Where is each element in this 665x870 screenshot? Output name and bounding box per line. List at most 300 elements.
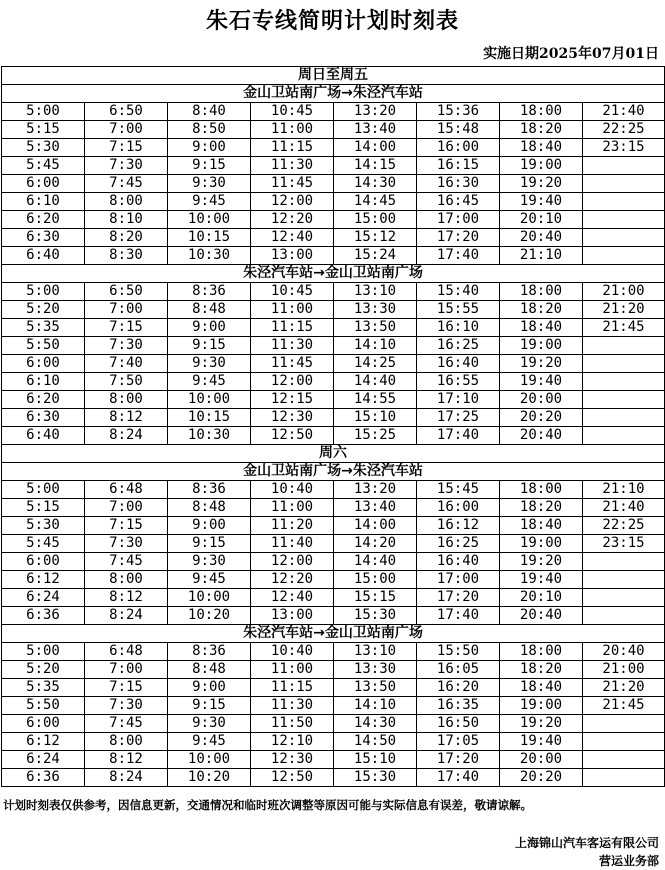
departure-time-cell: 15:00 (334, 211, 417, 229)
table-row (2, 571, 665, 589)
table-row (2, 283, 665, 301)
departure-time-cell: 6:30 (2, 409, 85, 427)
departure-time-cell: 9:30 (168, 175, 251, 193)
departure-time-cell: 16:35 (417, 697, 500, 715)
departure-time-cell: 9:00 (168, 517, 251, 535)
departure-time-cell: 8:30 (85, 247, 168, 265)
departure-time-cell: 17:20 (417, 229, 500, 247)
departure-time-cell: 5:50 (2, 697, 85, 715)
departure-time-cell (583, 247, 665, 265)
table-row (2, 553, 665, 571)
departure-time-cell: 11:30 (251, 157, 334, 175)
departure-time-cell: 8:12 (85, 751, 168, 769)
departure-time-cell: 14:30 (334, 715, 417, 733)
departure-time-cell: 21:45 (583, 697, 665, 715)
departure-time-cell: 8:20 (85, 229, 168, 247)
departure-time-cell: 14:20 (334, 535, 417, 553)
departure-time-cell: 6:48 (85, 481, 168, 499)
departure-time-cell: 11:30 (251, 697, 334, 715)
table-row (2, 517, 665, 535)
table-row (2, 211, 665, 229)
departure-time-cell: 6:40 (2, 427, 85, 445)
departure-time-cell: 16:40 (417, 553, 500, 571)
departure-time-cell: 12:00 (251, 553, 334, 571)
departure-time-cell: 21:00 (583, 661, 665, 679)
departure-time-cell: 21:20 (583, 679, 665, 697)
departure-time-cell: 7:45 (85, 175, 168, 193)
departure-time-cell: 20:10 (500, 589, 583, 607)
departure-time-cell: 12:10 (251, 733, 334, 751)
departure-time-cell: 9:15 (168, 697, 251, 715)
table-row (2, 121, 665, 139)
company-name: 上海锦山汽车客运有限公司 (514, 836, 659, 850)
table-row (2, 157, 665, 175)
departure-time-cell: 14:40 (334, 553, 417, 571)
departure-time-cell: 16:30 (417, 175, 500, 193)
table-row (2, 643, 665, 661)
departure-time-cell: 7:40 (85, 355, 168, 373)
departure-time-cell: 8:36 (168, 481, 251, 499)
departure-time-cell: 5:00 (2, 283, 85, 301)
departure-time-cell: 15:36 (417, 103, 500, 121)
departure-time-cell (583, 355, 665, 373)
departure-time-cell (583, 157, 665, 175)
departure-time-cell: 16:25 (417, 535, 500, 553)
departure-time-cell: 15:12 (334, 229, 417, 247)
departure-time-cell: 14:50 (334, 733, 417, 751)
timetable (1, 66, 665, 787)
departure-time-cell: 15:30 (334, 607, 417, 625)
departure-time-cell: 13:10 (334, 283, 417, 301)
departure-time-cell: 5:50 (2, 337, 85, 355)
departure-time-cell: 20:20 (500, 409, 583, 427)
departure-time-cell: 7:15 (85, 517, 168, 535)
table-row (2, 589, 665, 607)
departure-time-cell (583, 427, 665, 445)
departure-time-cell (583, 769, 665, 787)
departure-time-cell: 18:20 (500, 301, 583, 319)
departure-time-cell: 19:40 (500, 373, 583, 391)
direction-header-row (2, 85, 665, 103)
departure-time-cell: 5:35 (2, 319, 85, 337)
departure-time-cell: 8:00 (85, 391, 168, 409)
departure-time-cell: 9:45 (168, 571, 251, 589)
departure-time-cell: 10:00 (168, 211, 251, 229)
departure-time-cell: 8:36 (168, 643, 251, 661)
departure-time-cell: 5:45 (2, 157, 85, 175)
departure-time-cell: 15:50 (417, 643, 500, 661)
departure-time-cell: 16:20 (417, 679, 500, 697)
table-row (2, 661, 665, 679)
departure-time-cell: 9:30 (168, 715, 251, 733)
departure-time-cell: 11:00 (251, 661, 334, 679)
departure-time-cell (583, 571, 665, 589)
departure-time-cell: 18:20 (500, 499, 583, 517)
departure-time-cell: 10:45 (251, 103, 334, 121)
departure-time-cell: 13:40 (334, 121, 417, 139)
departure-time-cell: 20:40 (500, 229, 583, 247)
departure-time-cell: 19:00 (500, 157, 583, 175)
period-header: 周日至周五 (2, 67, 665, 85)
table-row (2, 373, 665, 391)
departure-time-cell: 12:00 (251, 373, 334, 391)
departure-time-cell: 21:20 (583, 301, 665, 319)
departure-time-cell: 19:00 (500, 535, 583, 553)
departure-time-cell: 14:55 (334, 391, 417, 409)
departure-time-cell: 6:40 (2, 247, 85, 265)
departure-time-cell: 8:36 (168, 283, 251, 301)
direction-header-row (2, 463, 665, 481)
departure-time-cell: 6:00 (2, 553, 85, 571)
departure-time-cell: 13:30 (334, 301, 417, 319)
departure-time-cell (583, 715, 665, 733)
departure-time-cell: 17:20 (417, 751, 500, 769)
departure-time-cell: 6:00 (2, 175, 85, 193)
departure-time-cell: 14:00 (334, 139, 417, 157)
departure-time-cell: 9:00 (168, 139, 251, 157)
department-name: 营运业务部 (598, 854, 659, 868)
departure-time-cell: 17:20 (417, 589, 500, 607)
departure-time-cell: 15:30 (334, 769, 417, 787)
table-row (2, 499, 665, 517)
table-row (2, 319, 665, 337)
departure-time-cell: 6:36 (2, 607, 85, 625)
departure-time-cell: 10:00 (168, 391, 251, 409)
direction-header: 金山卫站南广场→朱泾汽车站 (2, 85, 665, 103)
table-row (2, 607, 665, 625)
departure-time-cell: 5:35 (2, 679, 85, 697)
departure-time-cell: 8:24 (85, 427, 168, 445)
departure-time-cell: 10:45 (251, 283, 334, 301)
departure-time-cell: 9:45 (168, 733, 251, 751)
departure-time-cell: 20:40 (583, 643, 665, 661)
departure-time-cell: 19:20 (500, 715, 583, 733)
departure-time-cell: 13:20 (334, 103, 417, 121)
departure-time-cell (583, 589, 665, 607)
departure-time-cell: 13:40 (334, 499, 417, 517)
departure-time-cell: 19:20 (500, 553, 583, 571)
departure-time-cell: 15:40 (417, 283, 500, 301)
departure-time-cell: 6:50 (85, 283, 168, 301)
departure-time-cell: 12:30 (251, 409, 334, 427)
departure-time-cell: 10:20 (168, 769, 251, 787)
departure-time-cell: 16:10 (417, 319, 500, 337)
departure-time-cell: 12:20 (251, 211, 334, 229)
departure-time-cell: 6:48 (85, 643, 168, 661)
direction-header: 朱泾汽车站→金山卫站南广场 (2, 265, 665, 283)
departure-time-cell: 5:30 (2, 517, 85, 535)
departure-time-cell: 11:40 (251, 535, 334, 553)
departure-time-cell: 18:40 (500, 319, 583, 337)
departure-time-cell: 15:10 (334, 751, 417, 769)
table-row (2, 301, 665, 319)
departure-time-cell: 15:48 (417, 121, 500, 139)
departure-time-cell: 11:00 (251, 301, 334, 319)
departure-time-cell: 22:25 (583, 121, 665, 139)
departure-time-cell: 13:00 (251, 607, 334, 625)
departure-time-cell: 18:40 (500, 679, 583, 697)
departure-time-cell: 18:20 (500, 121, 583, 139)
departure-time-cell: 17:10 (417, 391, 500, 409)
table-row (2, 355, 665, 373)
departure-time-cell: 16:45 (417, 193, 500, 211)
departure-time-cell: 18:00 (500, 283, 583, 301)
departure-time-cell: 17:40 (417, 607, 500, 625)
departure-time-cell: 5:20 (2, 661, 85, 679)
effective-date: 实施日期2025年07月01日 (483, 46, 659, 62)
departure-time-cell: 20:40 (500, 607, 583, 625)
departure-time-cell: 13:10 (334, 643, 417, 661)
departure-time-cell (583, 211, 665, 229)
departure-time-cell: 5:00 (2, 103, 85, 121)
departure-time-cell: 9:15 (168, 157, 251, 175)
departure-time-cell: 12:20 (251, 571, 334, 589)
departure-time-cell: 10:20 (168, 607, 251, 625)
period-header-row (2, 445, 665, 463)
departure-time-cell: 7:50 (85, 373, 168, 391)
departure-time-cell: 13:50 (334, 319, 417, 337)
departure-time-cell: 7:00 (85, 121, 168, 139)
table-row (2, 139, 665, 157)
departure-time-cell: 23:15 (583, 139, 665, 157)
departure-time-cell: 9:30 (168, 553, 251, 571)
departure-time-cell: 15:24 (334, 247, 417, 265)
departure-time-cell: 14:10 (334, 697, 417, 715)
departure-time-cell: 9:00 (168, 679, 251, 697)
departure-time-cell: 15:55 (417, 301, 500, 319)
departure-time-cell: 10:15 (168, 409, 251, 427)
direction-header: 朱泾汽车站→金山卫站南广场 (2, 625, 665, 643)
departure-time-cell: 17:40 (417, 427, 500, 445)
departure-time-cell: 16:55 (417, 373, 500, 391)
table-row (2, 391, 665, 409)
departure-time-cell: 21:00 (583, 283, 665, 301)
departure-time-cell: 15:45 (417, 481, 500, 499)
timetable-body (2, 67, 665, 787)
departure-time-cell: 12:40 (251, 589, 334, 607)
departure-time-cell: 16:00 (417, 499, 500, 517)
departure-time-cell: 7:00 (85, 661, 168, 679)
departure-time-cell: 6:10 (2, 373, 85, 391)
departure-time-cell: 8:50 (168, 121, 251, 139)
departure-time-cell: 17:25 (417, 409, 500, 427)
departure-time-cell (583, 193, 665, 211)
departure-time-cell: 5:00 (2, 481, 85, 499)
table-row (2, 481, 665, 499)
departure-time-cell: 18:20 (500, 661, 583, 679)
departure-time-cell: 6:50 (85, 103, 168, 121)
departure-time-cell: 23:15 (583, 535, 665, 553)
departure-time-cell: 9:30 (168, 355, 251, 373)
departure-time-cell: 20:00 (500, 751, 583, 769)
departure-time-cell: 20:40 (500, 427, 583, 445)
departure-time-cell: 6:12 (2, 571, 85, 589)
departure-time-cell: 8:48 (168, 661, 251, 679)
departure-time-cell: 5:20 (2, 301, 85, 319)
table-row (2, 193, 665, 211)
departure-time-cell: 16:40 (417, 355, 500, 373)
departure-time-cell: 7:00 (85, 301, 168, 319)
departure-time-cell: 13:50 (334, 679, 417, 697)
departure-time-cell: 15:15 (334, 589, 417, 607)
departure-time-cell: 9:45 (168, 193, 251, 211)
departure-time-cell: 8:40 (168, 103, 251, 121)
departure-time-cell: 18:40 (500, 517, 583, 535)
departure-time-cell: 11:00 (251, 499, 334, 517)
table-row (2, 103, 665, 121)
departure-time-cell (583, 175, 665, 193)
departure-time-cell: 21:45 (583, 319, 665, 337)
departure-time-cell: 10:40 (251, 481, 334, 499)
disclaimer-note: 计划时刻表仅供参考，因信息更新，交通情况和临时班次调整等原因可能与实际信息有误差，敬请谅解。 (3, 798, 532, 812)
departure-time-cell: 20:20 (500, 769, 583, 787)
departure-time-cell: 18:00 (500, 103, 583, 121)
departure-time-cell: 5:30 (2, 139, 85, 157)
departure-time-cell: 11:15 (251, 319, 334, 337)
departure-time-cell: 14:40 (334, 373, 417, 391)
departure-time-cell: 6:24 (2, 751, 85, 769)
departure-time-cell: 8:10 (85, 211, 168, 229)
departure-time-cell: 9:00 (168, 319, 251, 337)
departure-time-cell: 5:45 (2, 535, 85, 553)
direction-header-row (2, 265, 665, 283)
departure-time-cell: 5:00 (2, 643, 85, 661)
departure-time-cell: 13:30 (334, 661, 417, 679)
departure-time-cell: 5:15 (2, 121, 85, 139)
departure-time-cell: 8:12 (85, 409, 168, 427)
departure-time-cell: 6:10 (2, 193, 85, 211)
departure-time-cell: 17:05 (417, 733, 500, 751)
page-title: 朱石专线简明计划时刻表 (205, 8, 459, 34)
departure-time-cell: 16:05 (417, 661, 500, 679)
departure-time-cell: 7:15 (85, 319, 168, 337)
departure-time-cell: 6:20 (2, 391, 85, 409)
departure-time-cell: 11:00 (251, 121, 334, 139)
table-row (2, 175, 665, 193)
departure-time-cell: 8:00 (85, 571, 168, 589)
departure-time-cell: 19:40 (500, 193, 583, 211)
departure-time-cell: 7:45 (85, 553, 168, 571)
departure-time-cell: 7:45 (85, 715, 168, 733)
departure-time-cell (583, 751, 665, 769)
departure-time-cell: 8:48 (168, 301, 251, 319)
departure-time-cell (583, 391, 665, 409)
table-row (2, 337, 665, 355)
departure-time-cell: 8:24 (85, 607, 168, 625)
departure-time-cell: 18:00 (500, 481, 583, 499)
departure-time-cell: 20:10 (500, 211, 583, 229)
departure-time-cell: 8:12 (85, 589, 168, 607)
departure-time-cell (583, 607, 665, 625)
departure-time-cell: 7:30 (85, 697, 168, 715)
period-header: 周六 (2, 445, 665, 463)
departure-time-cell: 6:12 (2, 733, 85, 751)
departure-time-cell: 10:00 (168, 589, 251, 607)
table-row (2, 715, 665, 733)
departure-time-cell: 12:30 (251, 751, 334, 769)
departure-time-cell: 14:00 (334, 517, 417, 535)
table-row (2, 427, 665, 445)
departure-time-cell: 14:10 (334, 337, 417, 355)
departure-time-cell: 14:25 (334, 355, 417, 373)
departure-time-cell: 16:15 (417, 157, 500, 175)
departure-time-cell (583, 229, 665, 247)
departure-time-cell: 17:00 (417, 571, 500, 589)
departure-time-cell: 11:45 (251, 355, 334, 373)
departure-time-cell: 20:00 (500, 391, 583, 409)
departure-time-cell: 15:10 (334, 409, 417, 427)
departure-time-cell: 10:15 (168, 229, 251, 247)
departure-time-cell: 15:25 (334, 427, 417, 445)
departure-time-cell: 19:20 (500, 355, 583, 373)
departure-time-cell: 9:45 (168, 373, 251, 391)
departure-time-cell: 13:00 (251, 247, 334, 265)
departure-time-cell: 12:40 (251, 229, 334, 247)
table-row (2, 409, 665, 427)
departure-time-cell: 12:50 (251, 427, 334, 445)
departure-time-cell: 9:15 (168, 535, 251, 553)
departure-time-cell: 18:40 (500, 139, 583, 157)
departure-time-cell (583, 553, 665, 571)
departure-time-cell: 16:50 (417, 715, 500, 733)
departure-time-cell: 19:00 (500, 697, 583, 715)
departure-time-cell: 11:45 (251, 175, 334, 193)
departure-time-cell: 10:30 (168, 247, 251, 265)
departure-time-cell: 7:30 (85, 535, 168, 553)
departure-time-cell: 6:30 (2, 229, 85, 247)
departure-time-cell: 7:30 (85, 337, 168, 355)
departure-time-cell: 14:45 (334, 193, 417, 211)
departure-time-cell: 17:40 (417, 247, 500, 265)
departure-time-cell: 22:25 (583, 517, 665, 535)
departure-time-cell: 10:00 (168, 751, 251, 769)
departure-time-cell: 14:30 (334, 175, 417, 193)
departure-time-cell: 21:40 (583, 103, 665, 121)
departure-time-cell: 12:15 (251, 391, 334, 409)
departure-time-cell: 21:10 (583, 481, 665, 499)
departure-time-cell: 8:48 (168, 499, 251, 517)
table-row (2, 769, 665, 787)
departure-time-cell: 16:12 (417, 517, 500, 535)
departure-time-cell: 9:15 (168, 337, 251, 355)
period-header-row (2, 67, 665, 85)
departure-time-cell: 16:00 (417, 139, 500, 157)
table-row (2, 229, 665, 247)
departure-time-cell: 6:00 (2, 715, 85, 733)
departure-time-cell: 19:20 (500, 175, 583, 193)
departure-time-cell: 14:15 (334, 157, 417, 175)
departure-time-cell: 15:00 (334, 571, 417, 589)
table-row (2, 697, 665, 715)
table-row (2, 679, 665, 697)
departure-time-cell: 10:30 (168, 427, 251, 445)
table-row (2, 751, 665, 769)
departure-time-cell (583, 409, 665, 427)
table-row (2, 247, 665, 265)
departure-time-cell: 12:00 (251, 193, 334, 211)
departure-time-cell: 7:00 (85, 499, 168, 517)
departure-time-cell (583, 337, 665, 355)
departure-time-cell: 8:00 (85, 733, 168, 751)
departure-time-cell: 6:24 (2, 589, 85, 607)
departure-time-cell: 6:20 (2, 211, 85, 229)
departure-time-cell: 8:00 (85, 193, 168, 211)
departure-time-cell: 21:40 (583, 499, 665, 517)
departure-time-cell: 21:10 (500, 247, 583, 265)
departure-time-cell (583, 733, 665, 751)
departure-time-cell: 6:00 (2, 355, 85, 373)
departure-time-cell: 17:40 (417, 769, 500, 787)
